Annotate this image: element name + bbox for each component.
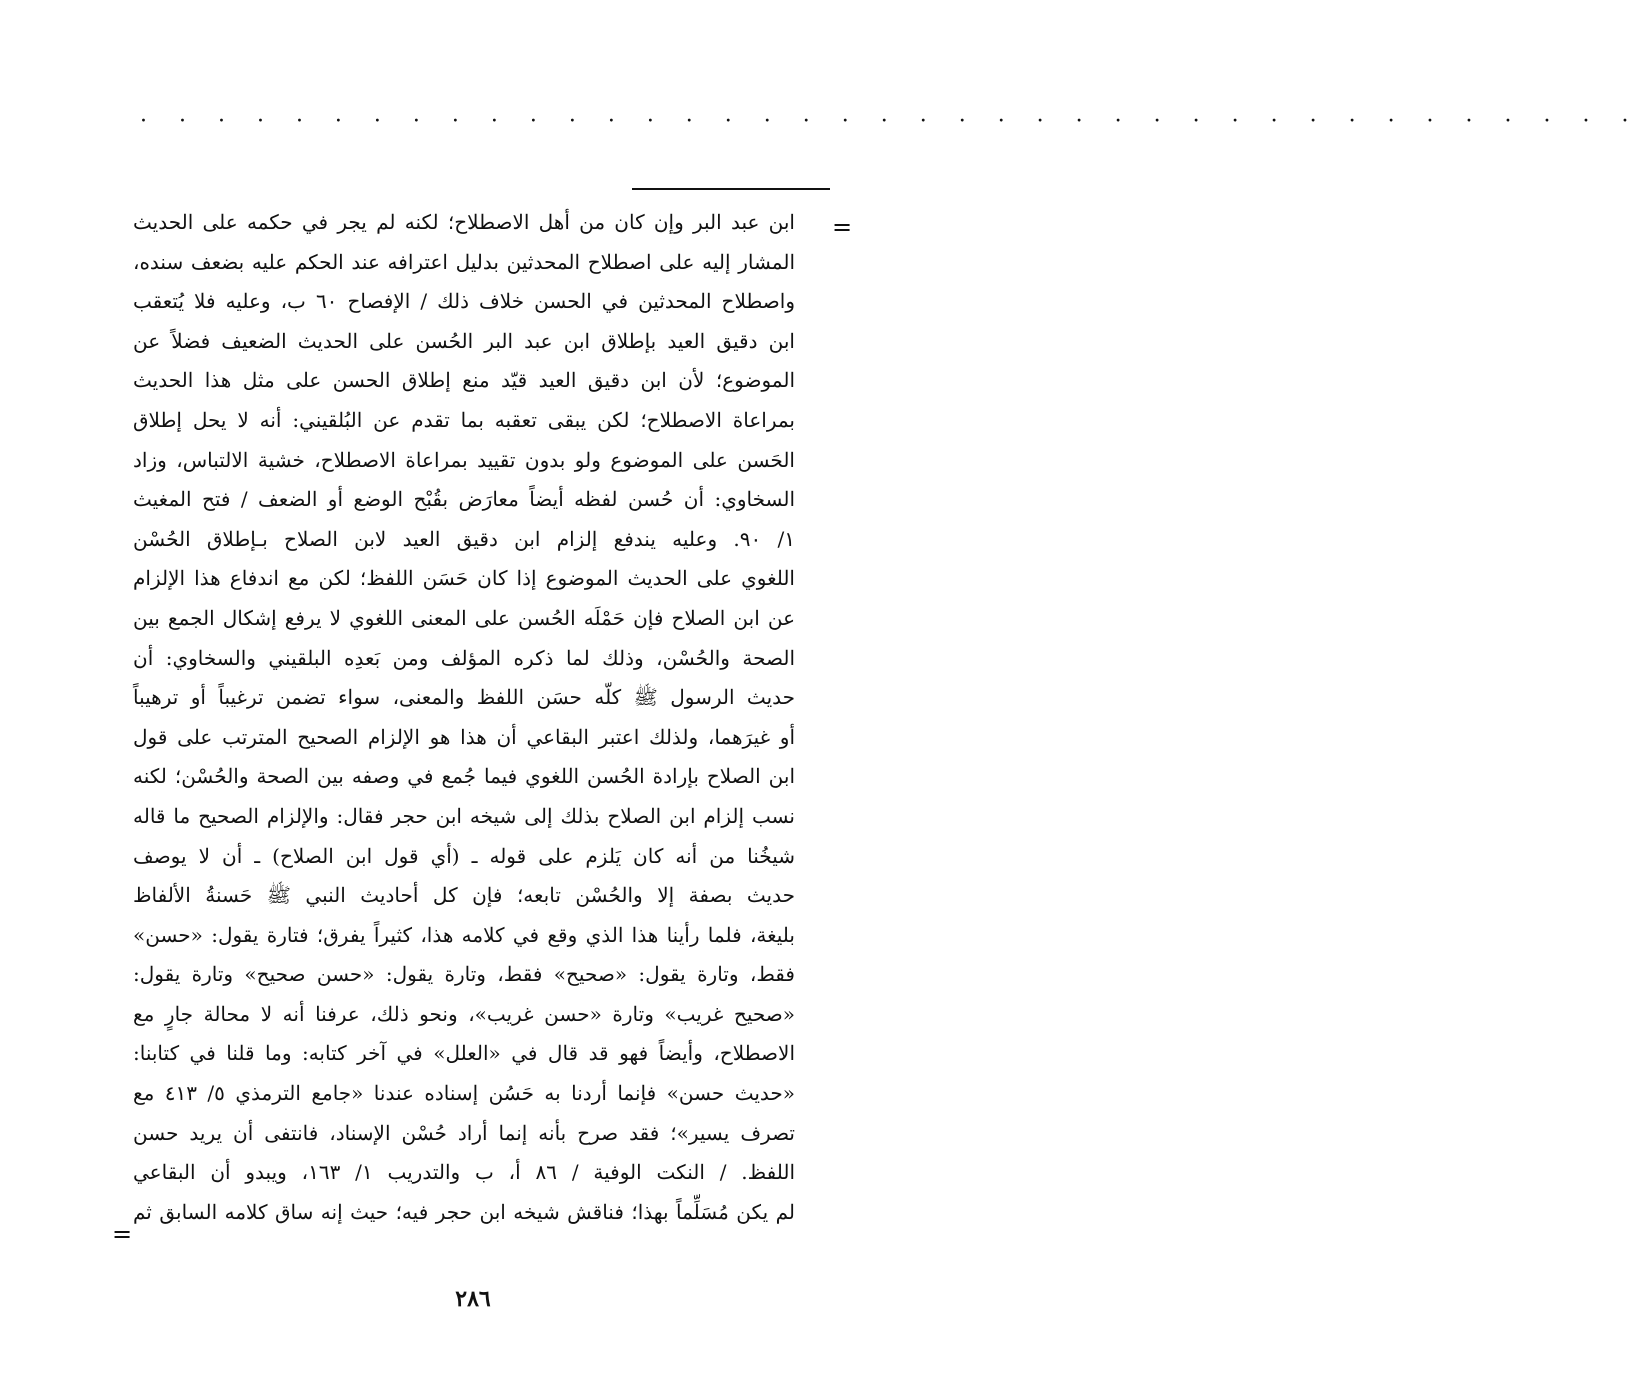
footnote-line: حديث الرسول ﷺ كلّه حسَن اللفظ والمعنى، سواء تضمن ترغيباً أو ترهيباً	[133, 685, 795, 710]
footnote-line: بليغة، فلما رأينا هذا الذي وقع في كلامه هذا، كثيراً يفرق؛ فتارة يقول: «حسن»	[133, 922, 795, 947]
footnote-line: اللغوي على الحديث الموضوع إذا كان حَسَن اللفظ؛ لكن مع اندفاع هذا الإلزام	[133, 566, 795, 591]
footnote-line: لم يكن مُسَلِّماً بهذا؛ فناقش شيخه ابن حجر فيه؛ حيث إنه ساق كلامه السابق ثم	[133, 1199, 795, 1224]
footnote-line: أو غيرَهما، ولذلك اعتبر البقاعي أن هذا هو الإلزام الصحيح المترتب على قول	[133, 724, 795, 749]
footnote-line: تصرف يسير»؛ فقد صرح بأنه إنما أراد حُسْن الإسناد، فانتفى أن يريد حسن	[133, 1120, 795, 1145]
footnote-line: اللفظ. / النكت الوفية / ٨٦ أ، ب والتدريب ١/ ١٦٣، ويبدو أن البقاعي	[133, 1160, 796, 1185]
footnote-line: حديث بصفة إلا والحُسْن تابعه؛ فإن كل أحاديث النبي ﷺ حَسنةُ الألفاظ	[133, 883, 795, 908]
footnote-line: عن ابن الصلاح فإن حَمْلَه الحُسن على المعنى اللغوي لا يرفع إشكال الجمع بين	[133, 605, 795, 630]
footnote-line: شيخُنا من أنه كان يَلزم على قوله ـ (أي قول ابن الصلاح) ـ أن لا يوصف	[133, 843, 795, 868]
footnote-line: فقط، وتارة يقول: «صحيح» فقط، وتارة يقول: «حسن صحيح» وتارة يقول:	[133, 962, 795, 987]
footnote-line: «صحيح غريب» وتارة «حسن غريب»، ونحو ذلك، عرفنا أنه لا محالة جارٍ مع	[133, 1001, 795, 1026]
footnote-line: ١/ ٩٠. وعليه يندفع إلزام ابن دقيق العيد لابن الصلاح بـإطلاق الحُسْن	[133, 526, 795, 551]
continuation-mark-bottom: =	[112, 1220, 133, 1248]
footnote-line: «حديث حسن» فإنما أردنا به حَسُن إسناده عندنا «جامع الترمذي ٥/ ٤١٣ مع	[133, 1081, 795, 1106]
footnote-line: الاصطلاح، وأيضاً فهو قد قال في «العلل» في آخر كتابه: وما قلنا في كتابنا:	[133, 1041, 795, 1066]
footnote-line: ابن دقيق العيد بإطلاق ابن عبد البر الحُسن على الحديث الضعيف فضلاً عن	[133, 328, 795, 353]
footnote-line: بمراعاة الاصطلاح؛ لكن يبقى تعقبه بما تقدم عن البُلقيني: أنه لا يحل إطلاق	[133, 407, 795, 432]
header-dotted-rule: · · · · · · · · · · · · · · · · · · · · · · · · · · · · · · · · · · · · · · ·	[140, 109, 1641, 134]
continuation-mark-top: =	[832, 213, 853, 241]
footnote-separator-rule	[632, 188, 830, 190]
footnote-line: السخاوي: أن حُسن لفظه أيضاً معارَض بقُبْح الوضع أو الضعف / فتح المغيث	[133, 487, 795, 512]
footnote-line: ابن الصلاح بإرادة الحُسن اللغوي فيما جُمع في وصفه بين الصحة والحُسْن؛ لكنه	[133, 764, 795, 789]
footnote-line: ابن عبد البر وإن كان من أهل الاصطلاح؛ لكنه لم يجر في حكمه على الحديث	[133, 210, 795, 234]
footnote-line: المشار إليه على اصطلاح المحدثين بدليل اعترافه عند الحكم عليه بضعف سنده،	[133, 249, 795, 274]
footnote-line: الصحة والحُسْن، وذلك لما ذكره المؤلف ومن بَعدِه البلقيني والسخاوي: أن	[133, 645, 795, 670]
page-number: ٢٨٦	[455, 1286, 491, 1312]
footnote-line: نسب إلزام ابن الصلاح بذلك إلى شيخه ابن حجر فقال: والإلزام الصحيح ما قاله	[133, 803, 795, 828]
footnote-text	[133, 203, 795, 1232]
footnote-line: الموضوع؛ لأن ابن دقيق العيد قيّد منع إطلاق الحسن على مثل هذا الحديث	[133, 368, 795, 393]
footnote-line: واصطلاح المحدثين في الحسن خلاف ذلك / الإفصاح ٦٠ ب، وعليه فلا يُتعقب	[133, 289, 796, 314]
footnote-line: الحَسن على الموضوع ولو بدون تقييد بمراعاة الاصطلاح، خشية الالتباس، وزاد	[133, 447, 795, 472]
